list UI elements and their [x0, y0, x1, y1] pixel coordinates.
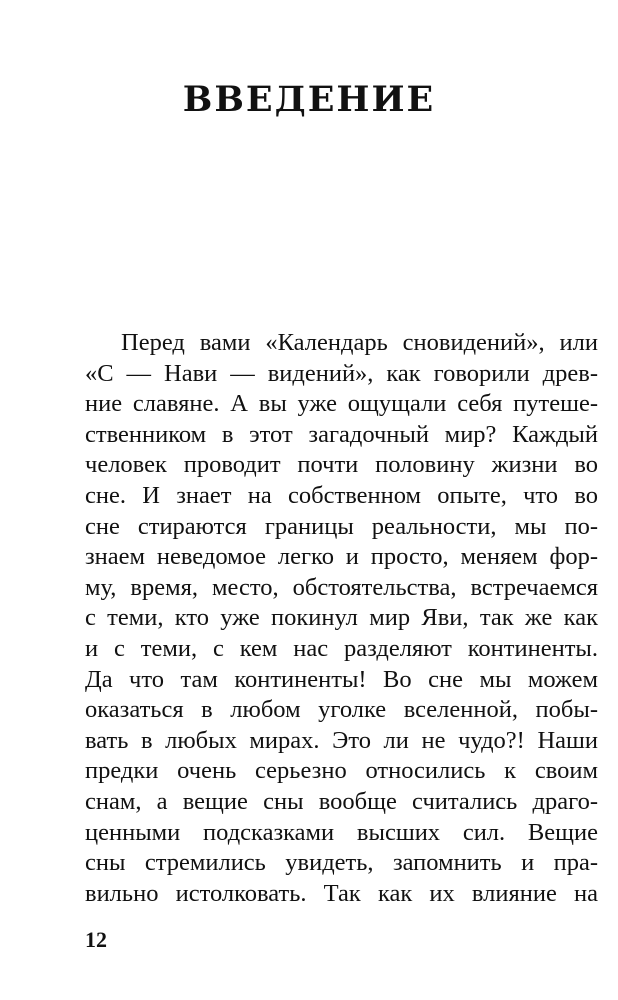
text-line: Перед вами «Календарь сновидений», или [121, 329, 598, 356]
text-line: сне. И знает на собственном опыте, что во [85, 481, 598, 509]
text-line: вать в любых мирах. Это ли не чудо?! Наши [85, 726, 598, 754]
body-text [85, 328, 598, 909]
text-line: и с теми, с кем нас разделяют континенты. [85, 634, 598, 662]
text-line: Да что там континенты! Во сне мы можем [85, 665, 598, 693]
text-line: с теми, кто уже покинул мир Яви, так же как [85, 604, 598, 632]
page-number: 12 [85, 927, 107, 952]
text-line: ние славяне. А вы уже ощущали себя путеше- [85, 390, 598, 418]
text-line: знаем неведомое легко и просто, меняем фор- [85, 543, 598, 571]
text-line: му, время, место, обстоятельства, встречаемся [85, 573, 598, 601]
text-line: человек проводит почти половину жизни во [85, 451, 598, 479]
text-line: ценными подсказками высших сил. Вещие [85, 818, 598, 846]
chapter-title: ВВЕДЕНИЕ [182, 79, 436, 120]
text-line: снам, а вещие сны вообще считались драго- [85, 787, 598, 815]
text-line: ственником в этот загадочный мир? Каждый [85, 420, 598, 448]
text-line: сны стремились увидеть, запомнить и пра- [85, 849, 598, 877]
text-line: вильно истолковать. Так как их влияние на [85, 879, 598, 907]
text-line: предки очень серьезно относились к своим [85, 757, 598, 785]
text-line: сне стираются границы реальности, мы по- [85, 512, 598, 540]
text-line: оказаться в любом уголке вселенной, побы- [85, 696, 598, 724]
text-line: «С — Нави — видений», как говорили древ- [85, 359, 598, 387]
